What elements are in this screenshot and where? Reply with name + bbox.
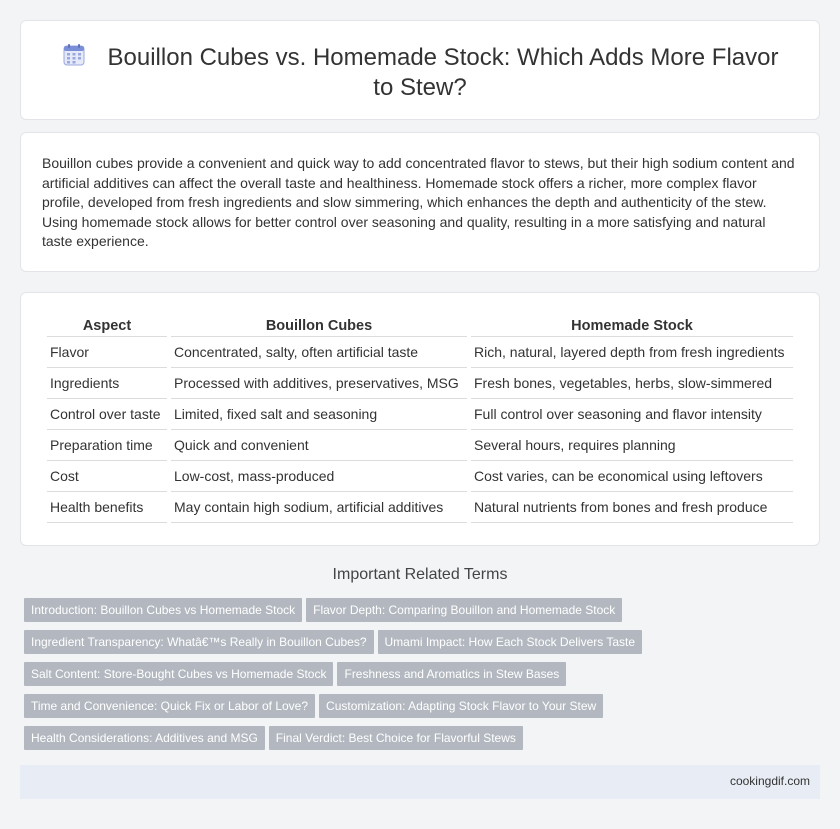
table-cell: Preparation time	[47, 430, 167, 461]
tag-row	[24, 726, 664, 758]
related-term-link[interactable]: Salt Content: Store-Bought Cubes vs Homemade Stock	[24, 662, 333, 686]
tag-row	[24, 662, 664, 694]
related-term-link[interactable]: Introduction: Bouillon Cubes vs Homemade Stock	[24, 598, 302, 622]
table-cell: Several hours, requires planning	[471, 430, 793, 461]
column-header-bouillon: Bouillon Cubes	[171, 315, 467, 337]
intro-paragraph: Bouillon cubes provide a convenient and quick way to add concentrated flavor to stews, but their high sodium content and artificial additives can affect the overall taste and healthiness. Homemade stock offers a richer, more complex flavor profile, developed from fresh ingredients and slow simmering, which enhances the depth and authenticity of the stew. Using homemade stock allows for better control over seasoning and quality, resulting in a more satisfying and natural taste experience.	[42, 155, 795, 249]
related-term-link[interactable]: Umami Impact: How Each Stock Delivers Taste	[378, 630, 643, 654]
related-term-link[interactable]: Final Verdict: Best Choice for Flavorful Stews	[269, 726, 523, 750]
table-cell: May contain high sodium, artificial additives	[171, 492, 467, 523]
table-row	[47, 337, 793, 368]
table-cell: Health benefits	[47, 492, 167, 523]
title-card	[20, 20, 820, 120]
table-cell: Quick and convenient	[171, 430, 467, 461]
related-terms-list	[24, 598, 664, 758]
table-cell: Cost varies, can be economical using leftovers	[471, 461, 793, 492]
comparison-table-card	[20, 292, 820, 546]
related-terms-heading: Important Related Terms	[332, 566, 508, 583]
tag-row	[24, 694, 664, 726]
table-row	[47, 461, 793, 492]
related-term-link[interactable]: Flavor Depth: Comparing Bouillon and Homemade Stock	[306, 598, 622, 622]
title-row	[61, 43, 779, 103]
comparison-table	[43, 315, 797, 523]
page-title: Bouillon Cubes vs. Homemade Stock: Which Adds More Flavor to Stew?	[107, 44, 779, 101]
related-term-link[interactable]: Customization: Adapting Stock Flavor to Your Stew	[319, 694, 603, 718]
table-row	[47, 492, 793, 523]
related-term-link[interactable]: Time and Convenience: Quick Fix or Labor of Love?	[24, 694, 315, 718]
column-header-aspect: Aspect	[47, 315, 167, 337]
footer-bar	[20, 765, 820, 799]
intro-card	[20, 132, 820, 272]
table-row	[47, 399, 793, 430]
table-cell: Control over taste	[47, 399, 167, 430]
calendar-icon	[62, 43, 86, 67]
table-cell: Concentrated, salty, often artificial taste	[171, 337, 467, 368]
tag-row	[24, 630, 664, 662]
tag-row	[24, 598, 664, 630]
table-cell: Limited, fixed salt and seasoning	[171, 399, 467, 430]
related-term-link[interactable]: Health Considerations: Additives and MSG	[24, 726, 265, 750]
table-cell: Flavor	[47, 337, 167, 368]
table-cell: Full control over seasoning and flavor intensity	[471, 399, 793, 430]
table-cell: Low-cost, mass-produced	[171, 461, 467, 492]
footer-brand[interactable]: cookingdif.com	[729, 774, 810, 788]
table-cell: Ingredients	[47, 368, 167, 399]
related-term-link[interactable]: Ingredient Transparency: Whatâ€™s Really in Bouillon Cubes?	[24, 630, 374, 654]
table-cell: Natural nutrients from bones and fresh produce	[471, 492, 793, 523]
table-row	[47, 430, 793, 461]
column-header-homemade: Homemade Stock	[471, 315, 793, 337]
related-term-link[interactable]: Freshness and Aromatics in Stew Bases	[337, 662, 566, 686]
table-cell: Fresh bones, vegetables, herbs, slow-simmered	[471, 368, 793, 399]
table-row	[47, 368, 793, 399]
table-cell: Rich, natural, layered depth from fresh ingredients	[471, 337, 793, 368]
table-cell: Processed with additives, preservatives, MSG	[171, 368, 467, 399]
table-cell: Cost	[47, 461, 167, 492]
table-header-row	[47, 315, 793, 337]
